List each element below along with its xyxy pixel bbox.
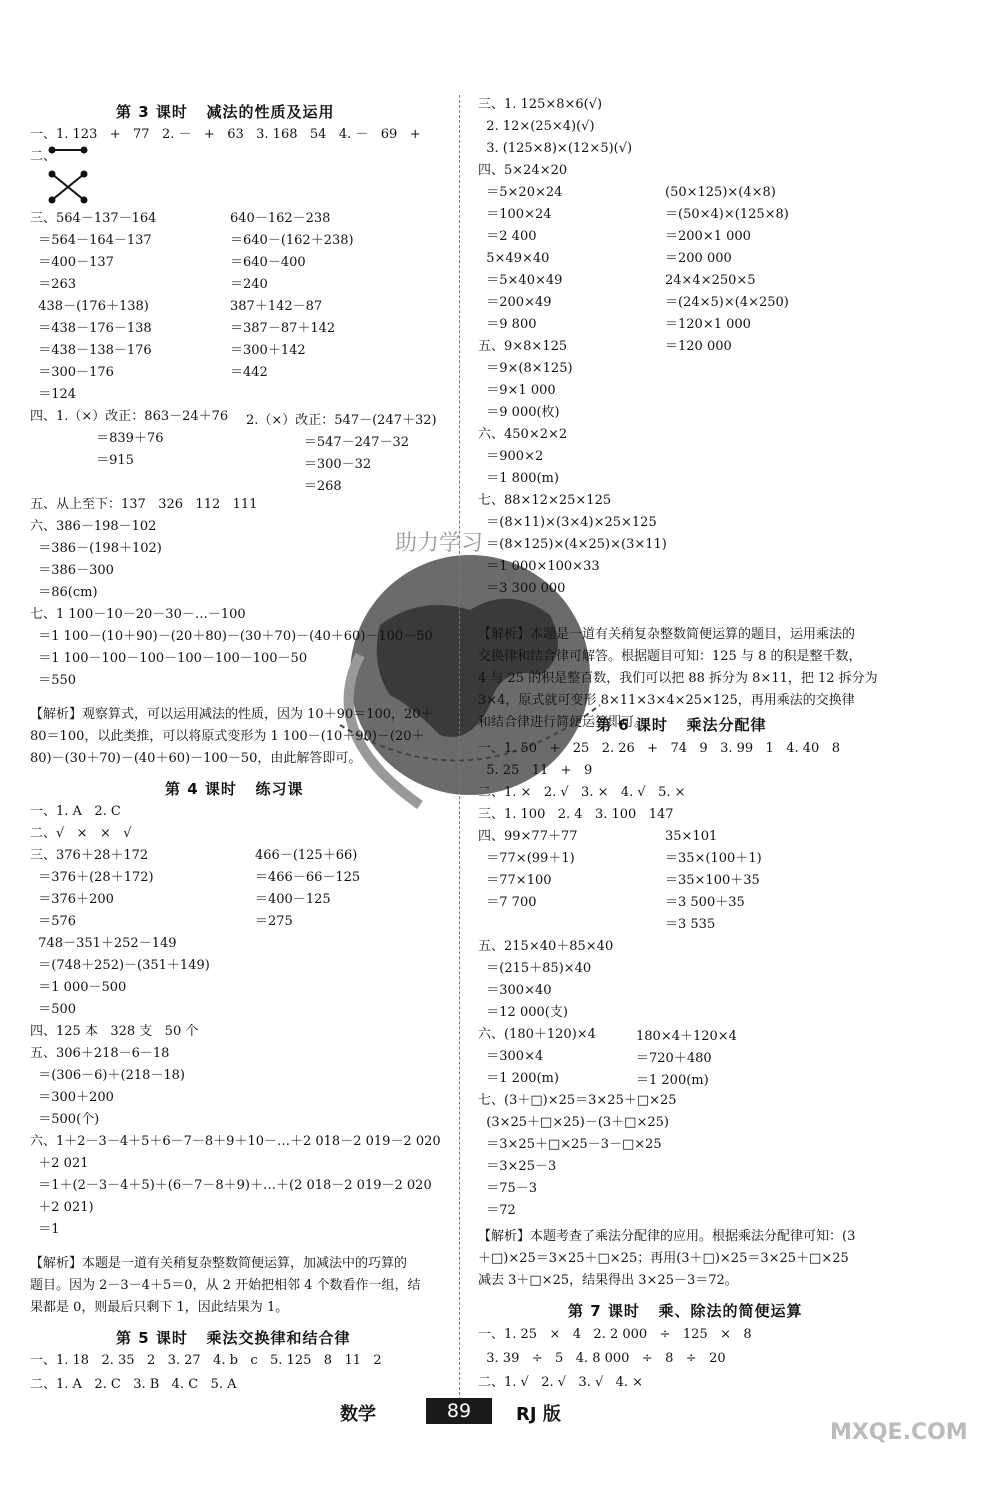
answer-line-right: ＝200 000 [665, 251, 732, 266]
answer-line: ＝77×(99＋1) [478, 851, 575, 866]
answer-line: ＝(306－6)＋(218－18) [30, 1068, 185, 1083]
answer-line: 四、1.（×）改正：863－24＋76 [30, 409, 229, 424]
answer-line: ＝400－137 [30, 255, 114, 270]
analysis-line: ＋□)×25＝3×25＋□×25；再用(3＋□)×25＝3×25＋□×25 [478, 1251, 849, 1266]
answer-line: ＝9×1 000 [478, 383, 556, 398]
column-divider [459, 95, 460, 1405]
answer-line-right: ＝275 [255, 914, 293, 929]
answer-line-right: 466－(125＋66) [255, 848, 358, 863]
answer-line-right: ＝300＋142 [230, 343, 306, 358]
answer-line: ＝9 000(枚) [478, 405, 560, 420]
answer-line: 三、564－137－164 [30, 211, 157, 226]
answer-line: ＝300－176 [30, 365, 114, 380]
answer-line-right: ＝120×1 000 [665, 317, 751, 332]
answer-line: (3×25＋□×25)－(3＋□×25) [478, 1115, 669, 1130]
answer-line: ＝12 000(支) [478, 1005, 568, 1020]
answer-line: ＝3×25＋□×25－3－□×25 [478, 1137, 662, 1152]
answer-line: ＝386－(198＋102) [30, 541, 162, 556]
answer-line: 2. 12×(25×4)(√) [478, 119, 595, 134]
answer-line: 六、(180＋120)×4 [478, 1027, 596, 1042]
answer-line-right: ＝466－66－125 [255, 870, 361, 885]
analysis-line: 4 与 25 的积是整百数，我们可以把 88 拆分为 8×11，把 12 拆分为 [478, 671, 878, 686]
answer-line: ＝5×40×49 [478, 273, 563, 288]
page-number: 89 [426, 1398, 492, 1424]
answer-line: ＝(215＋85)×40 [478, 961, 592, 976]
analysis-line: 【解析】本题是一道有关稍复杂整数简便运算，加减法中的巧算的 [30, 1256, 408, 1271]
site-watermark: MXQE.COM [830, 1420, 968, 1445]
answer-line: ＝1＋(2－3－4＋5)＋(6－7－8＋9)＋…＋(2 018－2 019－2 020 [30, 1178, 432, 1193]
analysis-line: 80)－(30＋70)－(40＋60)－100－50，由此解答即可。 [30, 751, 362, 766]
analysis-line: 减去 3＋□×25，结果得出 3×25－3＝72。 [478, 1273, 738, 1288]
answer-line-right: ＝720＋480 [636, 1051, 712, 1066]
answer-line-right: 640－162－238 [230, 211, 331, 226]
answer-line: ＝3×25－3 [478, 1159, 557, 1174]
answer-line-right: ＝640－(162＋238) [230, 233, 354, 248]
answer-line-right: ＝240 [230, 277, 268, 292]
answer-line: ＝550 [30, 673, 77, 688]
answer-line: 一、1. 18 2. 35 2 3. 27 4. b c 5. 125 8 11 2 [30, 1353, 382, 1368]
answer-line-q4b: ＝547－247－32 [246, 435, 410, 450]
answer-line: 六、1＋2－3－4＋5＋6－7－8＋9＋10－…＋2 018－2 019－2 020 [30, 1134, 441, 1149]
answer-line-right: (50×125)×(4×8) [665, 185, 776, 200]
answer-line: ＝1 [30, 1222, 60, 1237]
answer-line: 二、 [30, 149, 57, 164]
answer-line: ＝386－300 [30, 563, 114, 578]
answer-line-q4b: 2.（×）改正：547－(247＋32) [246, 413, 437, 428]
page-footer [340, 1398, 590, 1426]
answer-line: ＝86(cm) [30, 585, 98, 600]
footer-subject: 数学 [340, 1404, 376, 1425]
answer-line: 二、1. √ 2. √ 3. √ 4. × [478, 1375, 644, 1390]
answer-line: 七、1 100－10－20－30－…－100 [30, 607, 246, 622]
answer-line: ＝500 [30, 1002, 77, 1017]
answer-line: 一、1. A 2. C [30, 804, 121, 819]
answer-line: ＝1 100－(10＋90)－(20＋80)－(30＋70)－(40＋60)－100－50 [30, 629, 433, 644]
answer-line: ＝7 700 [478, 895, 537, 910]
lesson-5-title: 第 5 课时 乘法交换律和结合律 [116, 1329, 351, 1347]
lesson-4-title: 第 4 课时 练习课 [165, 780, 304, 798]
answer-line: 五、9×8×125 [478, 339, 568, 354]
answer-line: ＝839＋76 [30, 431, 164, 446]
answer-line: ＝5×20×24 [478, 185, 563, 200]
analysis-line: 题目。因为 2－3－4＋5＝0，从 2 开始把相邻 4 个数看作一组，结 [30, 1278, 421, 1293]
answer-line: ＝9 800 [478, 317, 537, 332]
answer-line-right: ＝(50×4)×(125×8) [665, 207, 789, 222]
answer-line: ＝(748＋252)－(351＋149) [30, 958, 210, 973]
answer-line: ＝2 400 [478, 229, 537, 244]
answer-line: ＋2 021) [30, 1200, 94, 1215]
answer-line-right: ＝(24×5)×(4×250) [665, 295, 789, 310]
answer-line: ＝1 000×100×33 [478, 559, 600, 574]
answer-line: ＝376＋200 [30, 892, 114, 907]
answer-line-right: ＝1 200(m) [636, 1073, 709, 1088]
answer-line: ＝438－138－176 [30, 343, 152, 358]
answer-line: 5×49×40 [478, 251, 550, 266]
analysis-line: 3×4，原式就可变形 8×11×3×4×25×125，再用乘法的交换律 [478, 693, 855, 708]
answer-line: 一、1. 123 + 77 2. － + 63 3. 168 54 4. － 69 + [30, 127, 421, 142]
answer-line: ＝438－176－138 [30, 321, 152, 336]
analysis-line: 和结合律进行简便运算即可。 [478, 715, 648, 730]
answer-line: 二、1. × 2. √ 3. × 4. √ 5. × [478, 785, 686, 800]
answer-line: 六、386－198－102 [30, 519, 157, 534]
answer-line: ＝(8×125)×(4×25)×(3×11) [478, 537, 667, 552]
answer-line: 五、从上至下：137 326 112 111 [30, 497, 258, 512]
answer-line: ＝500(个) [30, 1112, 100, 1127]
answer-line-right: ＝35×(100＋1) [665, 851, 762, 866]
answer-line: 二、1. A 2. C 3. B 4. C 5. A [30, 1377, 237, 1392]
answer-line: 五、215×40＋85×40 [478, 939, 614, 954]
answer-line: ＝576 [30, 914, 77, 929]
analysis-line: 【解析】本题考查了乘法分配律的应用。根据乘法分配律可知：(3 [478, 1229, 856, 1244]
answer-line: ＝300×40 [478, 983, 552, 998]
answer-line-right: ＝35×100＋35 [665, 873, 760, 888]
answer-line-right: ＝640－400 [230, 255, 306, 270]
answer-line-right: ＝442 [230, 365, 268, 380]
answer-line: ＝1 100－100－100－100－100－100－50 [30, 651, 308, 666]
answer-line: ＝300×4 [478, 1049, 544, 1064]
answer-line-right: 35×101 [665, 829, 718, 844]
answer-line: ＝1 800(m) [478, 471, 559, 486]
answer-line: 748－351＋252－149 [30, 936, 177, 951]
answer-line: ＝564－164－137 [30, 233, 152, 248]
answer-line: ＝(8×11)×(3×4)×25×125 [478, 515, 657, 530]
answer-line: 一、1. 50 + 25 2. 26 + 74 9 3. 99 1 4. 40 8 [478, 741, 840, 756]
answer-line: ＝3 300 000 [478, 581, 566, 596]
answer-line: ＝376＋(28＋172) [30, 870, 154, 885]
answer-line: 四、125 本 328 支 50 个 [30, 1024, 199, 1039]
lesson-3-title: 第 3 课时 减法的性质及运用 [116, 103, 335, 121]
lesson-6-title: 第 6 课时 乘法分配律 [596, 716, 767, 734]
answer-line: 二、√ × × √ [30, 826, 132, 841]
answer-line: 三、1. 100 2. 4 3. 100 147 [478, 807, 674, 822]
answer-line: 438－(176＋138) [30, 299, 149, 314]
analysis-line: 果都是 0，则最后只剩下 1，因此结果为 1。 [30, 1300, 289, 1315]
answer-line: ＝263 [30, 277, 77, 292]
answer-line: 5. 25 11 + 9 [478, 763, 593, 778]
answer-line-right: ＝3 535 [665, 917, 716, 932]
analysis-line: 交换律和结合律可解答。根据题目可知：125 与 8 的积是整千数， [478, 649, 862, 664]
answer-line: 一、1. 25 × 4 2. 2 000 ÷ 125 × 8 [478, 1327, 752, 1342]
answer-line: 七、88×12×25×125 [478, 493, 612, 508]
answer-line-right: 180×4＋120×4 [636, 1029, 737, 1044]
answer-line-right: 24×4×250×5 [665, 273, 756, 288]
answer-line: ＝77×100 [478, 873, 552, 888]
answer-line: 三、1. 125×8×6(√) [478, 97, 603, 112]
answer-line: ＝200×49 [478, 295, 552, 310]
answer-line: 3. (125×8)×(12×5)(√) [478, 141, 633, 156]
answer-line: 3. 39 ÷ 5 4. 8 000 ÷ 8 ÷ 20 [478, 1351, 726, 1366]
analysis-line: 【解析】观察算式，可以运用减法的性质，因为 10＋90＝100，20＋ [30, 707, 434, 722]
answer-line: ＝1 200(m) [478, 1071, 559, 1086]
answer-line: 五、306＋218－6－18 [30, 1046, 170, 1061]
answer-line: 四、99×77＋77 [478, 829, 578, 844]
answer-line: ＝72 [478, 1203, 516, 1218]
answer-line: ＝900×2 [478, 449, 544, 464]
answer-line: ＝75－3 [478, 1181, 538, 1196]
globe-watermark-text: 助力学习 [395, 531, 484, 556]
answer-line: 七、(3＋□)×25＝3×25＋□×25 [478, 1093, 677, 1108]
lesson-7-title: 第 7 课时 乘、除法的简便运算 [568, 1302, 803, 1320]
answer-line: ＋2 021 [30, 1156, 89, 1171]
answer-line: ＝100×24 [478, 207, 552, 222]
answer-line-q4b: ＝300－32 [246, 457, 372, 472]
footer-edition: RJ 版 [516, 1404, 561, 1425]
analysis-line: 【解析】本题是一道有关稍复杂整数简便运算的题目，运用乘法的 [478, 627, 856, 642]
answer-line: ＝9×(8×125) [478, 361, 573, 376]
answer-line-right: ＝400－125 [255, 892, 331, 907]
answer-line: ＝300＋200 [30, 1090, 114, 1105]
answer-line-right: ＝3 500＋35 [665, 895, 745, 910]
answer-line: ＝1 000－500 [30, 980, 127, 995]
answer-line: ＝124 [30, 387, 77, 402]
answer-line: 六、450×2×2 [478, 427, 568, 442]
answer-line: ＝915 [30, 453, 134, 468]
answer-line-right: ＝387－87＋142 [230, 321, 336, 336]
answer-line: 三、376＋28＋172 [30, 848, 149, 863]
answer-line-right: ＝200×1 000 [665, 229, 751, 244]
answer-line-right: ＝120 000 [665, 339, 732, 354]
analysis-line: 80＝100，以此类推，可以将原式变形为 1 100－(10＋90)－(20＋ [30, 729, 425, 744]
answer-line: 四、5×24×20 [478, 163, 568, 178]
answer-line-right: 387＋142－87 [230, 299, 323, 314]
answer-line-q4b: ＝268 [246, 479, 342, 494]
